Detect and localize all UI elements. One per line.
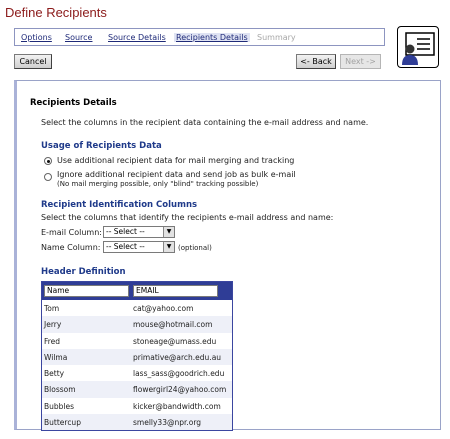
name-column-select[interactable]	[103, 241, 175, 253]
recipients-card-icon	[397, 26, 439, 68]
row-name: Wilma	[44, 352, 68, 362]
email-header-input[interactable]: EMAIL	[133, 285, 218, 297]
chevron-down-icon: ▼	[163, 227, 174, 237]
tab-summary: Summary	[257, 33, 296, 42]
wizard-step-bar	[14, 28, 385, 46]
table-row	[42, 398, 232, 414]
row-name: Tom	[44, 304, 60, 313]
header-definition-table	[41, 281, 233, 431]
row-name: Blossom	[44, 385, 76, 395]
table-row	[42, 381, 232, 397]
use-recipient-data-radio[interactable]	[44, 157, 52, 165]
panel-heading: Recipients Details	[30, 98, 117, 108]
tab-source-details[interactable]: Source Details	[108, 33, 166, 42]
table-row	[42, 414, 232, 430]
chevron-down-icon: ▼	[163, 242, 174, 252]
tab-source[interactable]: Source	[65, 33, 93, 42]
bulk-email-radio[interactable]	[44, 173, 52, 181]
row-name: Buttercup	[44, 418, 81, 428]
name-column-label: Name Column:	[41, 243, 101, 252]
bulk-email-note: (No mail merging possible, only "blind" tracking possible)	[57, 180, 259, 188]
email-column-value: -- Select --	[106, 227, 145, 236]
table-row	[42, 349, 232, 365]
name-header-input[interactable]: Name	[44, 285, 129, 297]
email-column-label: E-mail Column:	[41, 228, 102, 237]
table-row	[42, 365, 232, 381]
identification-heading: Recipient Identification Columns	[41, 200, 198, 210]
cancel-button[interactable]: Cancel	[14, 54, 52, 69]
optional-note: (optional)	[178, 244, 212, 252]
identification-intro: Select the columns that identify the recipients e-mail address and name:	[41, 213, 334, 222]
table-header-row	[42, 282, 232, 300]
email-column-select[interactable]	[103, 226, 175, 238]
use-recipient-data-label: Use additional recipient data for mail merging and tracking	[57, 156, 295, 165]
back-button[interactable]: <- Back	[296, 54, 336, 69]
row-email: smelly33@npr.org	[133, 418, 202, 428]
bulk-email-label: Ignore additional recipient data and send job as bulk e-mail	[57, 170, 296, 179]
row-email: primative@arch.edu.au	[133, 352, 222, 362]
panel-intro: Select the columns in the recipient data containing the e-mail address and name.	[41, 118, 369, 127]
table-row	[42, 316, 232, 332]
row-email: lass_sass@goodrich.edu	[133, 369, 225, 379]
row-name: Fred	[44, 336, 61, 346]
tab-recipients-details[interactable]: Recipients Details	[176, 33, 248, 42]
next-button: Next ->	[340, 54, 381, 69]
table-row	[42, 333, 232, 349]
row-name: Bubbles	[44, 401, 75, 411]
row-email: stoneage@umass.edu	[133, 336, 217, 346]
row-email: flowergirl24@yahoo.com	[133, 385, 227, 395]
table-row	[42, 300, 232, 316]
row-name: Betty	[44, 369, 65, 379]
page-title: Define Recipients	[5, 5, 107, 20]
row-email: mouse@hotmail.com	[133, 320, 213, 330]
row-email: cat@yahoo.com	[133, 304, 194, 313]
usage-heading: Usage of Recipients Data	[41, 141, 162, 151]
name-column-value: -- Select --	[106, 242, 145, 251]
row-email: kicker@bandwidth.com	[133, 401, 221, 411]
tab-options[interactable]: Options	[21, 33, 52, 42]
row-name: Jerry	[44, 320, 62, 330]
header-definition-heading: Header Definition	[41, 267, 126, 277]
